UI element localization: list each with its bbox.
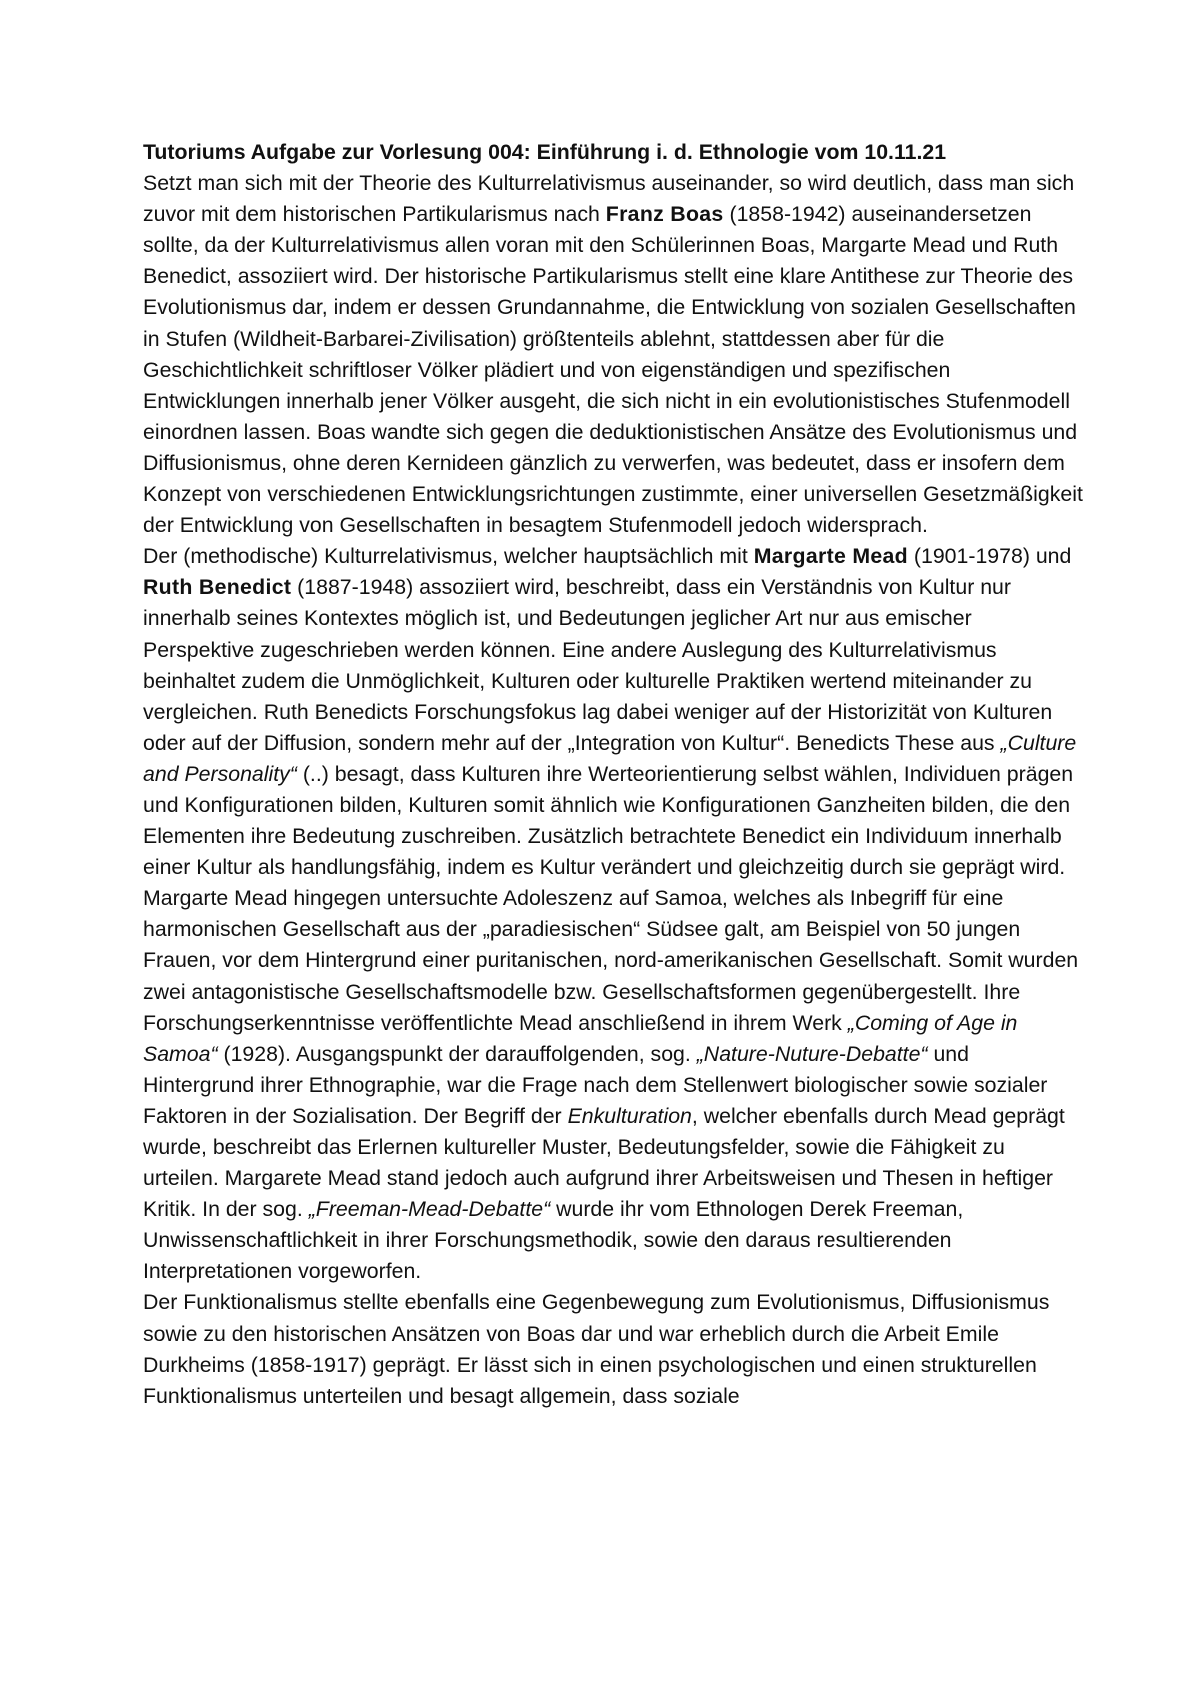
italic-title: „Freeman-Mead-Debatte“	[308, 1197, 551, 1222]
text-span: und Hintergrund ihrer Ethnographie, war die Frage nach dem Stellenwert biologischer sowie sozialer Faktoren in der Sozialisation. Der Begriff der	[143, 1041, 1048, 1128]
text-span: (1928). Ausgangspunkt der darauffolgenden, sog.	[217, 1041, 697, 1066]
italic-term: Enkulturation	[567, 1103, 692, 1128]
text-span: , welcher ebenfalls durch Mead geprägt wurde, beschreibt das Erlernen kultureller Muster, Bedeutungsfelder, sowie die Fähigkeit zu urteilen. Margarete Mead stand jedoch auch aufgrund ihrer Arbeitsweisen und Thesen in heftiger Kritik. In der sog.	[143, 1103, 1065, 1222]
text-span: (1901-1978) und	[907, 544, 1072, 569]
paragraph-boas	[143, 168, 1083, 541]
document-title: Tutoriums Aufgabe zur Vorlesung 004: Einführung i. d. Ethnologie vom 10.11.21	[143, 140, 947, 164]
italic-title: „Culture and Personality“	[143, 730, 1077, 786]
text-span: Margarte Mead hingegen untersuchte Adoleszenz auf Samoa, welches als Inbegriff für eine harmonischen Gesellschaft aus der „paradiesischen“ Südsee galt, am Beispiel von 50 jungen Frauen, vor dem Hintergrund einer puritanischen, nord-amerikanischen Gesellschaft. Somit wurden zwei antagonistische Gesellschaftsmodelle bzw. Gesellschaftsformen gegenübergestellt. Ihre Forschungserkenntnisse veröffentlichte Mead anschließend in ihrem Werk	[143, 886, 1079, 1035]
italic-title: „Nature-Nuture-Debatte“	[696, 1041, 928, 1066]
text-span: (1887-1948) assoziiert wird, beschreibt, dass ein Verständnis von Kultur nur innerhalb seines Kontextes möglich ist, und Bedeutungen jeglicher Art nur aus emischer Perspektive zugeschrieben werden können. Eine andere Auslegung des Kulturrelativismus beinhaltet zudem die Unmöglichkeit, Kulturen oder kulturelle Praktiken wertend miteinander zu vergleichen. Ruth Benedicts Forschungsfokus lag dabei weniger auf der Historizität von Kulturen oder auf der Diffusion, sondern mehr auf der „Integration von Kultur“. Benedicts These aus	[143, 575, 1053, 755]
text-span: Setzt man sich mit der Theorie des Kulturrelativismus auseinander, so wird deutlich, dass man sich zuvor mit dem historischen Partikularismus nach	[143, 171, 1075, 227]
bold-name: Margarte Mead	[753, 544, 908, 569]
text-span: (1858-1942) auseinandersetzen sollte, da der Kulturrelativismus allen voran mit den Schülerinnen Boas, Margarte Mead und Ruth Benedict, assoziiert wird. Der historische Partikularismus stellt eine klare Antithese zur Theorie des Evolutionismus dar, indem er dessen Grundannahme, die Entwicklung von sozialen Gesellschaften in Stufen (Wildheit-Barbarei-Zivilisation) größtenteils ablehnt, stattdessen aber für die Geschichtlichkeit schriftloser Völker plädiert und von eigenständigen und spezifischen Entwicklungen innerhalb jener Völker ausgeht, die sich nicht in ein evolutionistisches Stufenmodell einordnen lassen. Boas wandte sich gegen die deduktionistischen Ansätze des Evolutionismus und Diffusionismus, ohne deren Kernideen gänzlich zu verwerfen, was bedeutet, dass er insofern dem Konzept von verschiedenen Entwicklungsrichtungen zustimmte, einer universellen Gesetzmäßigkeit der Entwicklung von Gesellschaften in besagtem Stufenmodell jedoch widersprach.	[143, 202, 1083, 538]
text-span: wurde ihr vom Ethnologen Derek Freeman, Unwissenschaftlichkeit in ihrer Forschungsmethodik, sowie den daraus resultierenden Interpretationen vorgeworfen.	[143, 1197, 964, 1284]
bold-name: Ruth Benedict	[143, 575, 292, 600]
paragraph-mead	[143, 883, 1083, 1287]
text-span: Der (methodische) Kulturrelativismus, welcher hauptsächlich mit	[143, 544, 754, 569]
text-span: Der Funktionalismus stellte ebenfalls eine Gegenbewegung zum Evolutionismus, Diffusionismus sowie zu den historischen Ansätzen von Boas dar und war erheblich durch die Arbeit Emile Durkheims (1858-1917) geprägt. Er lässt sich in einen psychologischen und einen strukturellen Funktionalismus unterteilen und besagt allgemein, dass soziale	[143, 1290, 1050, 1408]
paragraph-kulturrelativismus	[143, 541, 1083, 883]
document-body	[143, 137, 1083, 1412]
bold-name: Franz Boas	[605, 202, 724, 227]
paragraph-funktionalismus	[143, 1287, 1083, 1411]
text-span: (..) besagt, dass Kulturen ihre Werteorientierung selbst wählen, Individuen prägen und Konfigurationen bilden, Kulturen somit ähnlich wie Konfigurationen Ganzheiten bilden, die den Elementen ihre Bedeutung zuschreiben. Zusätzlich betrachtete Benedict ein Individuum innerhalb einer Kultur als handlungsfähig, indem es Kultur verändert und gleichzeitig durch sie geprägt wird.	[143, 761, 1074, 880]
italic-title: „Coming of Age in Samoa“	[143, 1010, 1018, 1066]
